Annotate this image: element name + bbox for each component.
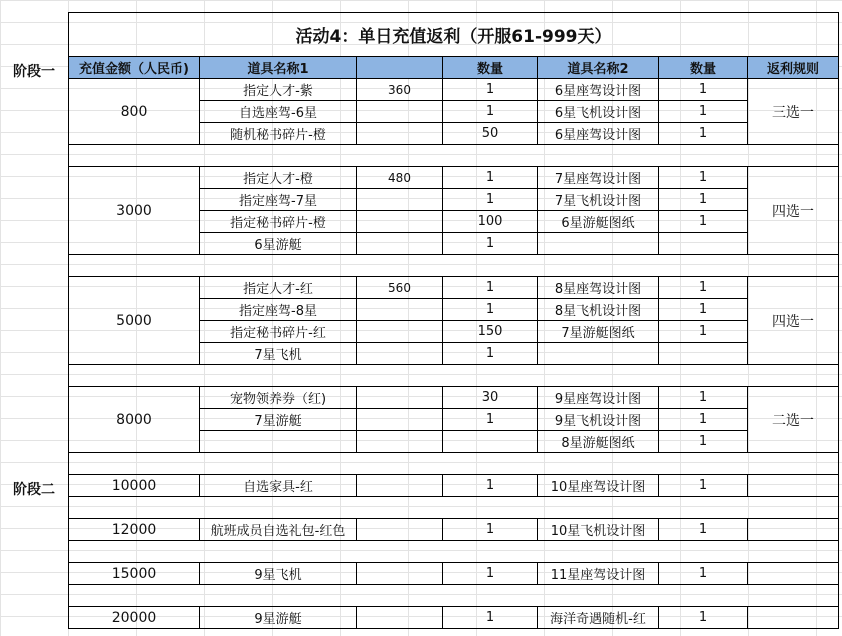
qty1-cell[interactable]: 1 xyxy=(443,277,538,299)
item1-cell[interactable]: 9星飞机 xyxy=(200,563,357,585)
header-cell[interactable]: 道具名称1 xyxy=(200,57,357,79)
rule-cell[interactable] xyxy=(748,607,839,629)
spacer-row xyxy=(69,585,839,607)
amount-cell[interactable]: 12000 xyxy=(69,519,200,541)
rule-cell[interactable]: 二选一 xyxy=(748,387,839,453)
spacer-cell[interactable] xyxy=(69,541,839,563)
qty2-cell[interactable]: 1 xyxy=(659,79,748,101)
qty2-cell[interactable]: 1 xyxy=(659,431,748,453)
spacer-row xyxy=(69,365,839,387)
table-row xyxy=(69,387,839,409)
qty1-cell[interactable] xyxy=(443,431,538,453)
header-cell[interactable]: 返利规则 xyxy=(748,57,839,79)
item1-cell[interactable]: 自选座驾-6星 xyxy=(200,101,357,123)
item2-cell[interactable]: 7星飞机设计图 xyxy=(538,189,659,211)
qty2-cell[interactable]: 1 xyxy=(659,123,748,145)
extra-cell[interactable] xyxy=(357,321,443,343)
extra-cell[interactable] xyxy=(357,189,443,211)
spacer-row xyxy=(69,145,839,167)
item1-cell[interactable]: 指定人才-橙 xyxy=(200,167,357,189)
item2-cell[interactable]: 7星游艇图纸 xyxy=(538,321,659,343)
item1-cell[interactable]: 指定人才-紫 xyxy=(200,79,357,101)
header-cell[interactable]: 数量 xyxy=(659,57,748,79)
qty2-cell[interactable]: 1 xyxy=(659,321,748,343)
item2-cell[interactable]: 8星游艇图纸 xyxy=(538,431,659,453)
header-row xyxy=(69,57,839,79)
extra-cell[interactable]: 360 xyxy=(357,79,443,101)
qty2-cell[interactable] xyxy=(659,233,748,255)
qty1-cell[interactable]: 1 xyxy=(443,189,538,211)
table-row xyxy=(69,167,839,189)
item2-cell[interactable]: 9星座驾设计图 xyxy=(538,387,659,409)
item1-cell[interactable]: 指定秘书碎片-橙 xyxy=(200,211,357,233)
qty1-cell[interactable]: 1 xyxy=(443,79,538,101)
item2-cell[interactable] xyxy=(538,233,659,255)
item2-cell[interactable]: 6星座驾设计图 xyxy=(538,79,659,101)
extra-cell[interactable] xyxy=(357,343,443,365)
spacer-cell[interactable] xyxy=(69,497,839,519)
item1-cell[interactable] xyxy=(200,431,357,453)
item2-cell[interactable]: 11星座驾设计图 xyxy=(538,563,659,585)
table-row xyxy=(69,519,839,541)
item1-cell[interactable]: 航班成员自选礼包-红色 xyxy=(200,519,357,541)
rule-cell[interactable]: 三选一 xyxy=(748,79,839,145)
item1-cell[interactable]: 指定人才-红 xyxy=(200,277,357,299)
spacer-cell[interactable] xyxy=(69,255,839,277)
qty1-cell[interactable]: 1 xyxy=(443,343,538,365)
qty2-cell[interactable]: 1 xyxy=(659,519,748,541)
extra-cell[interactable]: 480 xyxy=(357,167,443,189)
rule-cell[interactable]: 四选一 xyxy=(748,167,839,255)
table-row xyxy=(69,475,839,497)
amount-cell[interactable]: 800 xyxy=(69,79,200,145)
qty1-cell[interactable]: 1 xyxy=(443,563,538,585)
qty1-cell[interactable]: 1 xyxy=(443,299,538,321)
rule-cell[interactable] xyxy=(748,475,839,497)
item2-cell[interactable]: 9星飞机设计图 xyxy=(538,409,659,431)
qty1-cell[interactable]: 100 xyxy=(443,211,538,233)
qty2-cell[interactable]: 1 xyxy=(659,475,748,497)
rule-cell[interactable] xyxy=(748,519,839,541)
qty1-cell[interactable]: 30 xyxy=(443,387,538,409)
qty1-cell[interactable]: 50 xyxy=(443,123,538,145)
extra-cell[interactable] xyxy=(357,607,443,629)
amount-cell[interactable]: 10000 xyxy=(69,475,200,497)
qty2-cell[interactable]: 1 xyxy=(659,167,748,189)
qty2-cell[interactable]: 1 xyxy=(659,189,748,211)
qty1-cell[interactable]: 1 xyxy=(443,475,538,497)
item1-cell[interactable]: 指定座驾-7星 xyxy=(200,189,357,211)
item1-cell[interactable]: 7星飞机 xyxy=(200,343,357,365)
extra-cell[interactable] xyxy=(357,519,443,541)
table-title[interactable]: 活动4：单日充值返利（开服61-999天） xyxy=(69,13,839,57)
amount-cell[interactable]: 15000 xyxy=(69,563,200,585)
qty2-cell[interactable]: 1 xyxy=(659,563,748,585)
qty1-cell[interactable]: 150 xyxy=(443,321,538,343)
item1-cell[interactable]: 自选家具-红 xyxy=(200,475,357,497)
qty1-cell[interactable]: 1 xyxy=(443,519,538,541)
item2-cell[interactable]: 8星座驾设计图 xyxy=(538,277,659,299)
extra-cell[interactable] xyxy=(357,431,443,453)
item1-cell[interactable]: 6星游艇 xyxy=(200,233,357,255)
qty1-cell[interactable]: 1 xyxy=(443,233,538,255)
rebate-table xyxy=(68,12,839,629)
item2-cell[interactable]: 7星座驾设计图 xyxy=(538,167,659,189)
stage-label-1: 阶段一 xyxy=(13,64,55,80)
qty2-cell[interactable]: 1 xyxy=(659,211,748,233)
extra-cell[interactable] xyxy=(357,563,443,585)
item2-cell[interactable]: 8星飞机设计图 xyxy=(538,299,659,321)
qty1-cell[interactable]: 1 xyxy=(443,409,538,431)
item2-cell[interactable] xyxy=(538,343,659,365)
item2-cell[interactable]: 6星座驾设计图 xyxy=(538,123,659,145)
rule-cell[interactable]: 四选一 xyxy=(748,277,839,365)
item2-cell[interactable]: 10星飞机设计图 xyxy=(538,519,659,541)
extra-cell[interactable] xyxy=(357,475,443,497)
extra-cell[interactable] xyxy=(357,233,443,255)
spacer-row xyxy=(69,541,839,563)
spacer-row xyxy=(69,255,839,277)
extra-cell[interactable] xyxy=(357,211,443,233)
stage-label-2: 阶段二 xyxy=(13,482,55,498)
qty1-cell[interactable]: 1 xyxy=(443,167,538,189)
header-cell[interactable]: 道具名称2 xyxy=(538,57,659,79)
extra-cell[interactable] xyxy=(357,101,443,123)
item2-cell[interactable]: 6星飞机设计图 xyxy=(538,101,659,123)
extra-cell[interactable] xyxy=(357,387,443,409)
qty2-cell[interactable]: 1 xyxy=(659,409,748,431)
amount-cell[interactable]: 5000 xyxy=(69,277,200,365)
table-row xyxy=(69,277,839,299)
qty2-cell[interactable]: 1 xyxy=(659,277,748,299)
item2-cell[interactable]: 10星座驾设计图 xyxy=(538,475,659,497)
spacer-cell[interactable] xyxy=(69,453,839,475)
item1-cell[interactable]: 9星游艇 xyxy=(200,607,357,629)
header-cell[interactable]: 充值金额（人民币) xyxy=(69,57,200,79)
qty2-cell[interactable]: 1 xyxy=(659,299,748,321)
item1-cell[interactable]: 随机秘书碎片-橙 xyxy=(200,123,357,145)
qty1-cell[interactable]: 1 xyxy=(443,607,538,629)
amount-cell[interactable]: 20000 xyxy=(69,607,200,629)
extra-cell[interactable] xyxy=(357,123,443,145)
table-row xyxy=(69,563,839,585)
qty2-cell[interactable] xyxy=(659,343,748,365)
extra-cell[interactable] xyxy=(357,299,443,321)
item2-cell[interactable]: 海洋奇遇随机-红 xyxy=(538,607,659,629)
header-cell[interactable]: 数量 xyxy=(443,57,538,79)
table-row xyxy=(69,79,839,101)
header-cell[interactable] xyxy=(357,57,443,79)
spacer-cell[interactable] xyxy=(69,585,839,607)
extra-cell[interactable] xyxy=(357,409,443,431)
item1-cell[interactable]: 指定秘书碎片-红 xyxy=(200,321,357,343)
qty2-cell[interactable]: 1 xyxy=(659,607,748,629)
amount-cell[interactable]: 3000 xyxy=(69,167,200,255)
item1-cell[interactable]: 指定座驾-8星 xyxy=(200,299,357,321)
extra-cell[interactable]: 560 xyxy=(357,277,443,299)
item1-cell[interactable]: 宠物领养券（红) xyxy=(200,387,357,409)
spacer-cell[interactable] xyxy=(69,365,839,387)
item2-cell[interactable]: 6星游艇图纸 xyxy=(538,211,659,233)
table-row xyxy=(69,607,839,629)
amount-cell[interactable]: 8000 xyxy=(69,387,200,453)
spacer-row xyxy=(69,497,839,519)
spacer-row xyxy=(69,453,839,475)
qty2-cell[interactable]: 1 xyxy=(659,387,748,409)
qty1-cell[interactable]: 1 xyxy=(443,101,538,123)
rule-cell[interactable] xyxy=(748,563,839,585)
qty2-cell[interactable]: 1 xyxy=(659,101,748,123)
item1-cell[interactable]: 7星游艇 xyxy=(200,409,357,431)
spacer-cell[interactable] xyxy=(69,145,839,167)
